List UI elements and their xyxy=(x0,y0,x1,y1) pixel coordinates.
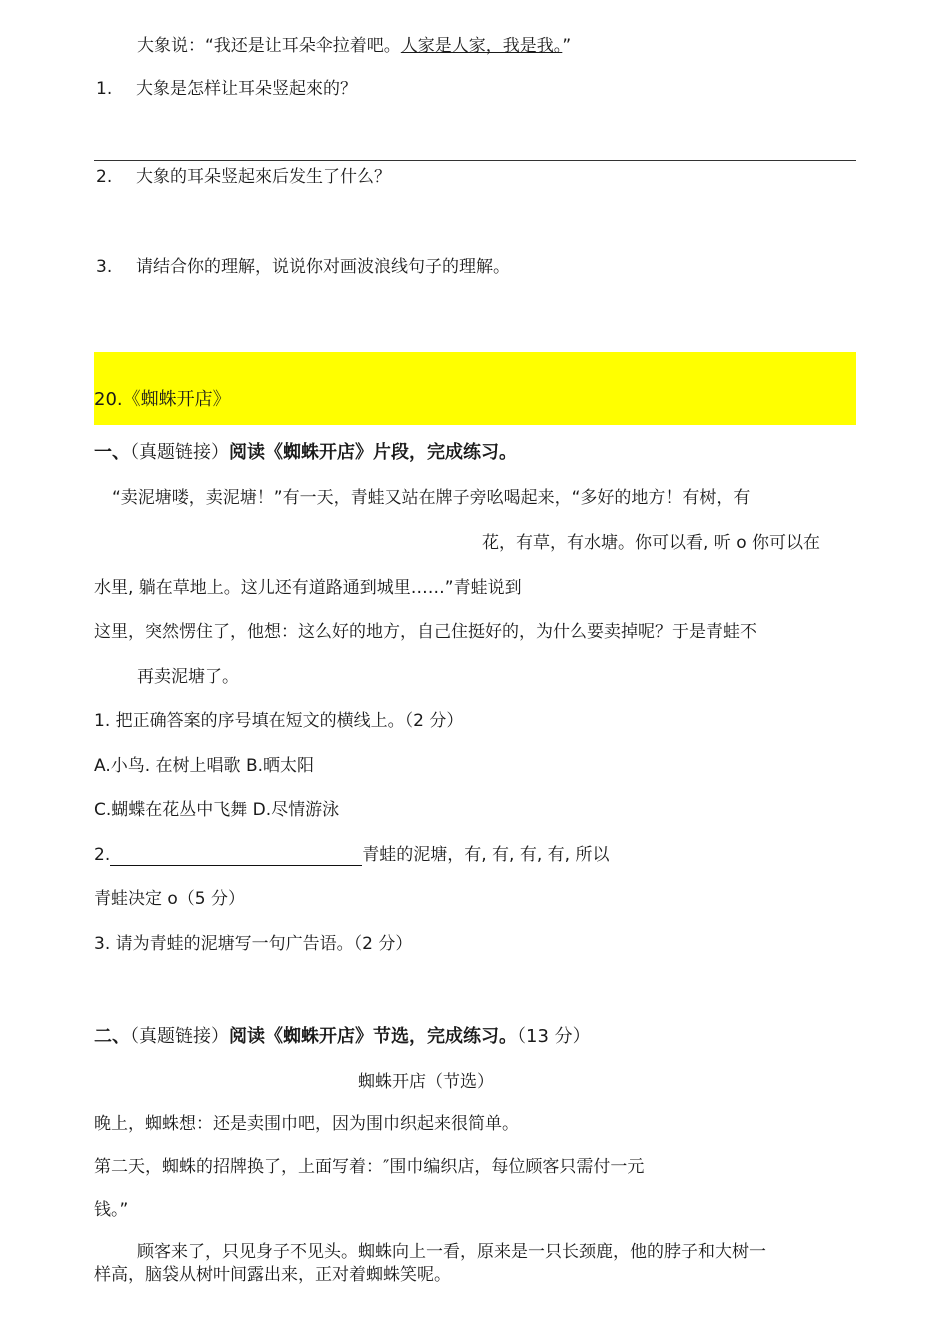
passage2-line: 钱。” xyxy=(94,1200,129,1220)
question-2 xyxy=(96,166,391,188)
question-text: 大象是怎样让耳朵竖起來的？ xyxy=(136,79,357,99)
passage-line: “卖泥塘喽，卖泥塘！”有一天，青蛙又站在牌子旁吆喝起来，“多好的地方！有树，有 xyxy=(112,488,751,508)
passage2-line: 样高，脑袋从树叶间露出来，正对着蜘蛛笑呢。 xyxy=(94,1265,451,1285)
option-a-b: A.小鸟. 在树上唱歌 B.晒太阳 xyxy=(94,756,315,776)
quote-text: 大象说：“我还是让耳朵伞拉着吧。 xyxy=(137,36,401,56)
question-text: 请结合你的理解，说说你对画波浪线句子的理解。 xyxy=(136,257,510,277)
passage2-line: 第二天，蜘蛛的招牌换了，上面写着：″围巾编织店，每位顾客只需付一元 xyxy=(94,1157,645,1177)
passage-line: 水里, 躺在草地上。这儿还有道路通到城里……”青蛙说到 xyxy=(94,578,522,598)
part1-tag: （真题链接） xyxy=(130,442,229,463)
part2-instruction: 阅读《蜘蛛开店》节选，完成练习。 xyxy=(229,1026,517,1047)
question-number: 3. xyxy=(96,257,113,277)
passage-line: 再卖泥塘了。 xyxy=(137,667,239,687)
part1-instruction: 阅读《蜘蛛开店》片段，完成练习。 xyxy=(229,442,517,463)
q2-number: 2. xyxy=(94,845,111,865)
passage-subtitle: 蜘蛛开店（节选） xyxy=(358,1072,494,1092)
question-3 xyxy=(96,256,510,278)
part2-heading xyxy=(94,1026,591,1048)
question-number: 1. xyxy=(96,79,113,99)
part2-score: （13 分） xyxy=(517,1026,591,1047)
passage-line: 花，有草，有水塘。你可以看, 听 o 你可以在 xyxy=(482,533,821,553)
question-text: 大象的耳朵竖起來后发生了什么？ xyxy=(136,167,391,187)
part2-tag: （真题链接） xyxy=(130,1026,229,1047)
part1-q2-line2: 青蛙决定 o（5 分） xyxy=(94,889,246,909)
quote-line xyxy=(137,35,571,57)
wavy-sentence: 人家是人家，我是我。 xyxy=(400,36,563,56)
passage2-line: 顾客来了，只见身子不见头。蜘蛛向上一看，原来是一只长颈鹿，他的脖子和大树一 xyxy=(137,1242,766,1262)
section-title: 20.《蜘蛛开店》 xyxy=(94,389,231,410)
quote-close: ” xyxy=(562,36,572,56)
q2-text: 青蛙的泥塘，有, 有, 有, 有, 所以 xyxy=(362,845,610,865)
part1-q1: 1. 把正确答案的序号填在短文的横线上。（2 分） xyxy=(94,711,464,731)
question-1 xyxy=(96,78,357,100)
part1-q3: 3. 请为青蛙的泥塘写一句广告语。（2 分） xyxy=(94,934,413,954)
question-number: 2. xyxy=(96,167,113,187)
answer-rule xyxy=(94,160,856,161)
part1-q2 xyxy=(94,844,609,866)
option-c-d: C.蝴蝶在花丛中飞舞 D.尽情游泳 xyxy=(94,800,340,820)
part1-heading xyxy=(94,442,517,464)
passage2-line: 晚上，蜘蛛想：还是卖围巾吧，因为围巾织起来很简单。 xyxy=(94,1114,519,1134)
part2-number: 二、 xyxy=(94,1026,130,1047)
passage-line: 这里，突然愣住了，他想：这么好的地方，自己住挺好的，为什么要卖掉呢？于是青蛙不 xyxy=(94,622,757,642)
fill-blank[interactable] xyxy=(110,847,362,866)
part1-number: 一、 xyxy=(94,442,130,463)
